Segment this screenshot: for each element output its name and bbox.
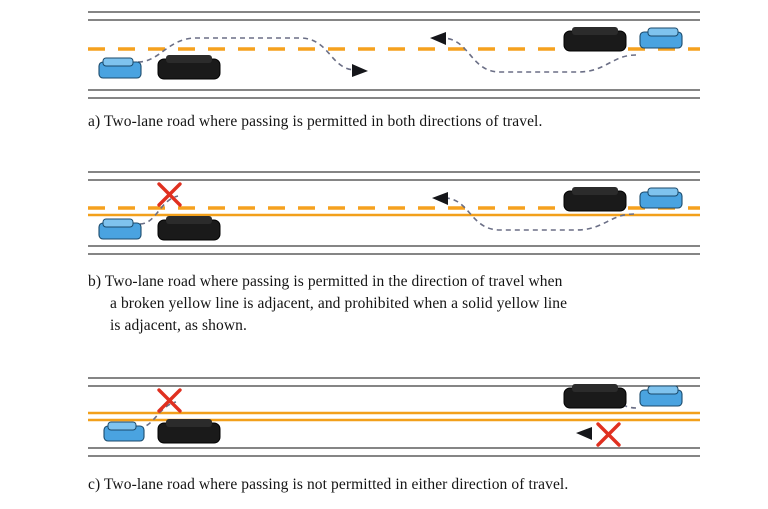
x-mark-left — [159, 390, 180, 411]
panel-b-caption — [88, 271, 698, 337]
blue-car-left — [99, 58, 141, 78]
blue-car-right — [640, 386, 682, 406]
black-truck-right — [564, 384, 626, 408]
panel-b-caption-line2: a broken yellow line is adjacent, and prohibited when a solid yellow line — [110, 295, 568, 312]
double-solid-yellow-line — [88, 413, 700, 420]
road-edge-bottom — [88, 90, 700, 98]
x-mark-right — [598, 424, 619, 445]
pass-path-upper — [0, 366, 636, 440]
blue-car-right — [640, 28, 682, 48]
panel-a-caption: a) Two-lane road where passing is permitted in both directions of travel. — [88, 113, 543, 130]
blue-car-right — [640, 188, 682, 208]
panel-b-diagram — [0, 158, 768, 270]
panel-b-caption-line3: is adjacent, as shown. — [110, 317, 247, 334]
road-edge-top — [88, 12, 700, 20]
road-edge-bottom — [88, 246, 700, 254]
panel-a — [0, 0, 768, 150]
road-edge-bottom — [88, 448, 700, 456]
black-truck-right — [564, 27, 626, 51]
panel-b — [0, 158, 768, 363]
panel-c-diagram — [0, 366, 768, 471]
panel-a-diagram — [0, 0, 768, 110]
blue-car-left — [99, 219, 141, 239]
black-truck-left — [158, 419, 220, 443]
blue-car-left — [104, 422, 144, 441]
road-edge-top — [88, 172, 700, 180]
black-truck-left — [158, 216, 220, 240]
panel-b-caption-line1: b) Two-lane road where passing is permitted in the direction of travel when — [88, 273, 563, 290]
x-mark-left — [159, 184, 180, 205]
black-truck-right — [564, 187, 626, 211]
panel-c-caption: c) Two-lane road where passing is not permitted in either direction of travel. — [88, 476, 569, 493]
black-truck-left — [158, 55, 220, 79]
panel-c — [0, 366, 768, 509]
